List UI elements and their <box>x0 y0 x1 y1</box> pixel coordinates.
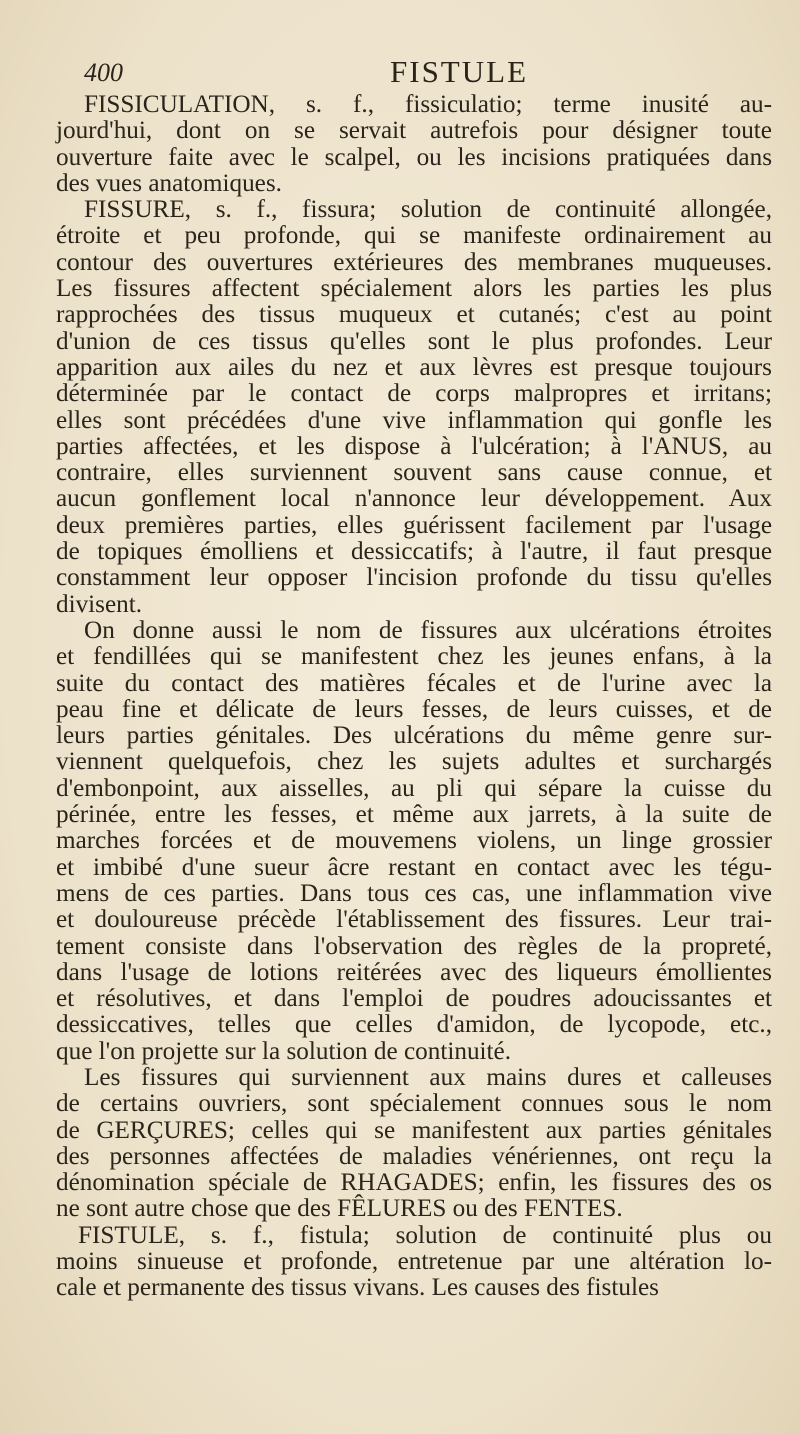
paragraph <box>56 1065 772 1223</box>
paragraph <box>56 92 772 197</box>
text-line: apparition aux ailes du nez et aux lèvres est presque toujours <box>56 353 772 381</box>
text-line: et fendillées qui se manifestent chez les jeunes enfans, à la <box>56 643 772 671</box>
text-line: Les fissures affectent spécialement alors les parties les plus <box>56 275 772 303</box>
text-line: viennent quelquefois, chez les sujets adultes et surchargés <box>56 748 772 776</box>
text-line: des personnes affectées de maladies vénériennes, ont reçu la <box>56 1142 772 1170</box>
text-line: d'embonpoint, aux aisselles, au pli qui sépare la cuisse du <box>56 774 772 802</box>
paragraph <box>56 197 772 618</box>
text-line: elles sont précédées d'une vive inflammation qui gonfle les <box>56 406 772 434</box>
text-line: suite du contact des matières fécales et de l'urine avec la <box>56 669 772 697</box>
text-line: peau fine et délicate de leurs fesses, de leurs cuisses, et de <box>56 695 772 723</box>
text-line: de GERÇURES; celles qui se manifestent aux parties génitales <box>56 1116 772 1144</box>
text-line: parties affectées, et les dispose à l'ulcération; à l'ANUS, au <box>56 432 772 460</box>
text-line: contraire, elles surviennent souvent sans cause connue, et <box>56 459 772 487</box>
text-line: divisent. <box>56 590 143 618</box>
text-line: FISSURE, s. f., fissura; solution de continuité allongée, <box>84 196 772 224</box>
text-line: aucun gonflement local n'annonce leur développement. Aux <box>56 485 772 513</box>
text-line: jourd'hui, dont on se servait autrefois pour désigner toute <box>56 117 772 145</box>
text-line: contour des ouvertures extérieures des membranes muqueuses. <box>56 248 772 276</box>
text-line: étroite et peu profonde, qui se manifeste ordinairement au <box>56 222 772 250</box>
text-line: marches forcées et de mouvemens violens, un linge grossier <box>56 827 772 855</box>
text-line: dans l'usage de lotions reitérées avec des liqueurs émollientes <box>56 958 772 986</box>
text-line: de topiques émolliens et dessiccatifs; à l'autre, il faut presque <box>56 538 772 566</box>
text-line: que l'on projette sur la solution de continuité. <box>56 1037 512 1065</box>
text-line: périnée, entre les fesses, et même aux jarrets, à la suite de <box>56 801 772 829</box>
running-head: FISTULE <box>390 54 528 89</box>
text-line: ne sont autre chose que des FÊLURES ou des FENTES. <box>56 1195 623 1223</box>
text-line: rapprochées des tissus muqueux et cutanés; c'est au point <box>56 301 772 329</box>
text-line: et résolutives, et dans l'emploi de poudres adoucissantes et <box>56 985 772 1013</box>
text-line: ouverture faite avec le scalpel, ou les incisions pratiquées dans <box>56 143 772 171</box>
paragraph <box>56 618 772 1065</box>
page-body <box>56 92 772 1302</box>
text-line: constamment leur opposer l'incision profonde du tissu qu'elles <box>56 564 772 592</box>
text-line: tement consiste dans l'observation des règles de la propreté, <box>56 932 772 960</box>
paragraph <box>56 1223 772 1302</box>
text-line: dessiccatives, telles que celles d'amidon, de lycopode, etc., <box>56 1011 772 1039</box>
text-line: On donne aussi le nom de fissures aux ulcérations étroites <box>84 616 772 644</box>
text-line: et douloureuse précède l'établissement des fissures. Leur trai- <box>56 906 772 934</box>
text-line: des vues anatomiques. <box>56 169 282 197</box>
text-line: Les fissures qui surviennent aux mains dures et calleuses <box>84 1063 772 1091</box>
text-line: de certains ouvriers, sont spécialement connues sous le nom <box>56 1090 772 1118</box>
text-line: cale et permanente des tissus vivans. Les causes des fistules <box>56 1274 659 1302</box>
text-line: et imbibé d'une sueur âcre restant en contact avec les tégu- <box>56 853 772 881</box>
text-line: leurs parties génitales. Des ulcérations du même genre sur- <box>56 722 772 750</box>
text-line: mens de ces parties. Dans tous ces cas, une inflammation vive <box>56 879 772 907</box>
text-line: FISTULE, s. f., fistula; solution de continuité plus ou <box>78 1221 772 1249</box>
text-line: deux premières parties, elles guérissent facilement par l'usage <box>56 511 772 539</box>
text-line: FISSICULATION, s. f., fissiculatio; terme inusité au- <box>84 91 772 118</box>
text-line: déterminée par le contact de corps malpropres et irritans; <box>56 380 772 408</box>
text-line: moins sinueuse et profonde, entretenue par une altération lo- <box>56 1248 772 1276</box>
text-line: d'union de ces tissus qu'elles sont le plus profondes. Leur <box>56 327 772 355</box>
page-number: 400 <box>84 58 123 87</box>
text-line: dénomination spéciale de RHAGADES; enfin, les fissures des os <box>56 1169 772 1197</box>
